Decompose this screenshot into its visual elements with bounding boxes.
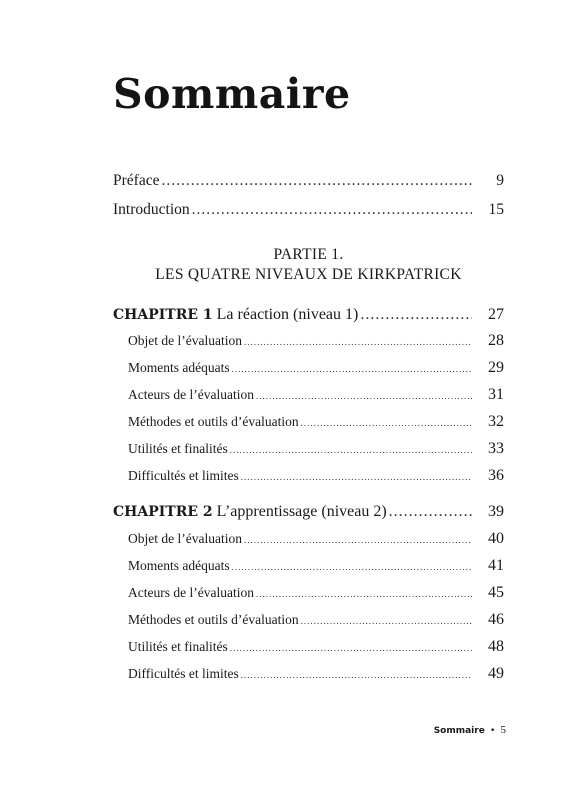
toc-entry-page: 39 (488, 503, 504, 520)
toc-entry-introduction[interactable] (113, 201, 504, 223)
dot-leader (301, 616, 472, 626)
dot-leader (256, 589, 472, 599)
page-title: Sommaire (113, 70, 351, 118)
toc-entry-label: Méthodes et outils d’évaluation (128, 414, 299, 429)
toc-entry-page: 27 (488, 306, 504, 323)
toc-section-entry[interactable] (128, 611, 504, 633)
dot-leader (360, 306, 472, 324)
toc-entry-preface[interactable] (113, 172, 504, 194)
dot-leader (230, 643, 472, 653)
toc-entry-page: 15 (488, 201, 504, 218)
toc-entry-page: 31 (488, 386, 504, 403)
toc-entry-page: 40 (488, 530, 504, 547)
toc-section-entry[interactable] (128, 359, 504, 381)
chapter-title: La réaction (niveau 1) (216, 306, 359, 323)
toc-entry-label: Difficultés et limites (128, 468, 239, 483)
toc-entry-page: 32 (488, 413, 504, 430)
dot-leader (230, 445, 472, 455)
toc-entry-page: 45 (488, 584, 504, 601)
toc-entry-page: 29 (488, 359, 504, 376)
footer-page-number: 5 (500, 724, 506, 736)
dot-leader (244, 337, 472, 347)
dot-leader (389, 503, 472, 521)
toc-entry-label: Utilités et finalités (128, 639, 228, 654)
page-footer (434, 724, 506, 736)
dot-leader (192, 201, 472, 219)
toc-chapter-1[interactable] (113, 306, 504, 328)
toc-entry-label: Préface (113, 172, 160, 189)
part-heading-number: PARTIE 1. (273, 246, 344, 263)
chapter-number: CHAPITRE 2 (113, 504, 213, 520)
toc-entry-label: Méthodes et outils d’évaluation (128, 612, 299, 627)
toc-entry-page: 41 (488, 557, 504, 574)
toc-entry-label: Objet de l’évaluation (128, 531, 242, 546)
toc-section-entry[interactable] (128, 557, 504, 579)
dot-leader (232, 562, 472, 572)
toc-entry-label: Introduction (113, 201, 190, 218)
toc-entry-page: 48 (488, 638, 504, 655)
dot-leader (241, 472, 472, 482)
toc-entry-label: Objet de l’évaluation (128, 333, 242, 348)
toc-section-entry[interactable] (128, 530, 504, 552)
part-heading-title: LES QUATRE NIVEAUX DE KIRKPATRICK (155, 266, 462, 283)
toc-section-entry[interactable] (128, 665, 504, 687)
toc-entry-label: Acteurs de l’évaluation (128, 387, 254, 402)
toc-entry-page: 9 (496, 172, 504, 189)
toc-entry-page: 46 (488, 611, 504, 628)
dot-leader (256, 391, 472, 401)
toc-section-entry[interactable] (128, 584, 504, 606)
toc-entry-page: 33 (488, 440, 504, 457)
toc-entry-label: Acteurs de l’évaluation (128, 585, 254, 600)
toc-chapter-2[interactable] (113, 503, 504, 525)
toc-section-entry[interactable] (128, 440, 504, 462)
toc-entry-page: 49 (488, 665, 504, 682)
dot-leader (232, 364, 472, 374)
toc-entry-page: 28 (488, 332, 504, 349)
toc-section-entry[interactable] (128, 332, 504, 354)
toc-entry-label: Utilités et finalités (128, 441, 228, 456)
toc-section-entry[interactable] (128, 413, 504, 435)
dot-leader (241, 670, 472, 680)
toc-section-entry[interactable] (128, 386, 504, 408)
dot-leader (301, 418, 472, 428)
footer-bullet: • (490, 726, 496, 736)
toc-entry-label: Moments adéquats (128, 558, 230, 573)
dot-leader (161, 172, 472, 190)
dot-leader (244, 535, 472, 545)
chapter-title: L’apprentissage (niveau 2) (216, 503, 387, 520)
toc-section-entry[interactable] (128, 638, 504, 660)
footer-label: Sommaire (433, 726, 485, 736)
chapter-number: CHAPITRE 1 (113, 307, 213, 323)
toc-entry-page: 36 (488, 467, 504, 484)
toc-section-entry[interactable] (128, 467, 504, 489)
toc-entry-label: Moments adéquats (128, 360, 230, 375)
toc-entry-label: Difficultés et limites (128, 666, 239, 681)
